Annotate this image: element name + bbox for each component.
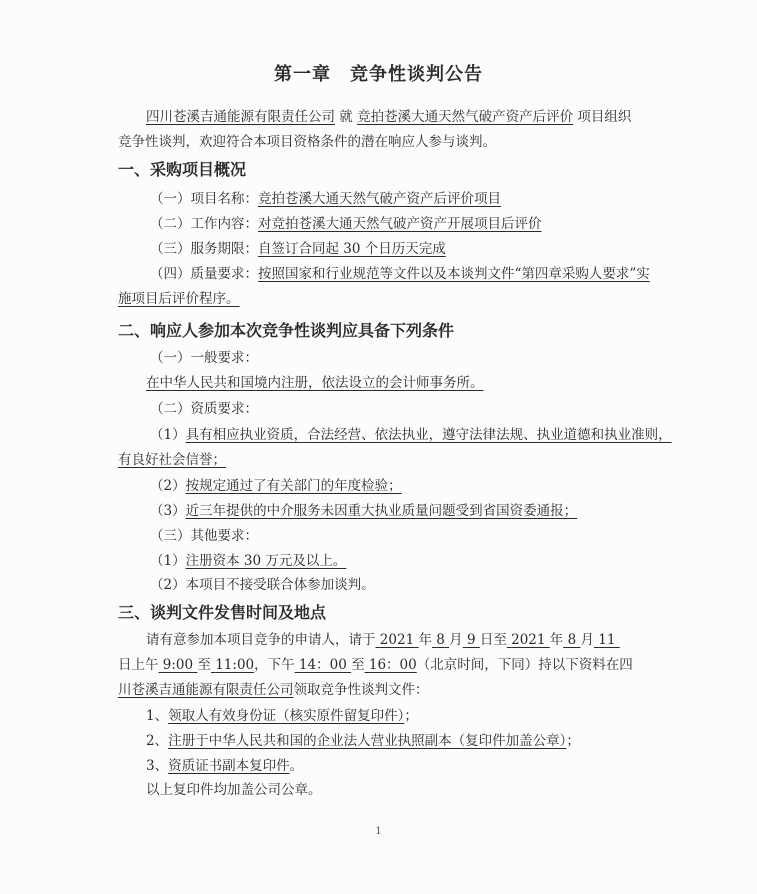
s1-item-2-label: （二）工作内容： (150, 216, 258, 232)
s3-start-year: 2021 (379, 632, 415, 648)
s3-line-3 (118, 681, 429, 699)
s2-qual-2-num: （2） (150, 478, 186, 494)
s2-other-2: （2）本项目不接受联合体参加谈判。 (150, 577, 375, 593)
s3-pm-start: 14：00 (298, 657, 347, 673)
section-2-heading: 二、响应人参加本次竞争性谈判应具备下列条件 (118, 321, 455, 340)
s3-location: 川苍溪吉通能源有限责任公司 (118, 682, 294, 698)
s1-item-2-value: 对竞拍苍溪大通天然气破产资产开展项目后评价 (258, 216, 542, 232)
s1-item-3-label: （三）服务期限： (150, 241, 258, 257)
intro-project: 竞拍苍溪大通天然气破产资产后评价 (357, 109, 574, 125)
s2-qual-1-text-2: 有良好社会信誉； (118, 452, 226, 468)
s1-item-4-value-2: 施项目后评价程序。 (118, 291, 240, 307)
s1-item-4-cont (118, 290, 240, 308)
intro-line-1 (146, 108, 631, 126)
s2-other-1-text: 注册资本 30 万元及以上。 (185, 553, 347, 569)
s2-qual-1 (150, 426, 672, 444)
page-number: 1 (375, 826, 382, 837)
page-title: 第一章 竞争性谈判公告 (274, 64, 483, 85)
s2-other-1-num: （1） (150, 553, 186, 569)
s3-text: 日上午 (118, 657, 159, 673)
s3-req-3-text: 资质证书副本复印件 (168, 758, 290, 774)
section-1-heading: 一、采购项目概况 (118, 160, 247, 179)
s2-qual-3-text: 近三年提供的中介服务未因重大执业质量问题受到省国资委通报； (185, 503, 578, 519)
s3-text: ； (404, 708, 418, 724)
s3-start-day: 9 (466, 632, 476, 648)
s3-text: 至 (351, 657, 365, 673)
intro-company: 四川苍溪吉通能源有限责任公司 (146, 109, 335, 125)
s2-qual-2-text: 按规定通过了有关部门的年度检验； (185, 478, 402, 494)
s3-req-2-text: 注册于中华人民共和国的企业法人营业执照副本（复印件加盖公章） (168, 733, 567, 749)
s2-qual-1-text: 具有相应执业资质，合法经营、依法执业，遵守法律法规、执业道德和执业准则， (185, 427, 672, 443)
s3-am-end: 11:00 (215, 657, 255, 673)
s3-req-2 (146, 732, 580, 750)
s1-item-4-label: （四）质量要求： (150, 266, 258, 282)
s3-text: （北京时间，下同）持以下资料在四 (416, 657, 633, 673)
section-3-heading: 三、谈判文件发售时间及地点 (118, 603, 327, 622)
s3-line-1 (146, 631, 620, 649)
s3-text: 日至 (479, 632, 507, 648)
s3-text: 月 (449, 632, 463, 648)
s2-other-label: （三）其他要求： (150, 528, 258, 544)
s1-item-1 (150, 190, 501, 208)
s2-qual-2 (150, 477, 402, 495)
s3-req-3 (146, 757, 303, 775)
s3-end-day: 11 (598, 632, 616, 648)
s3-req-1-num: 1、 (146, 708, 169, 724)
s3-am-start: 9:00 (162, 657, 194, 673)
s3-req-1-text: 领取人有效身份证（核实原件留复印件） (168, 708, 405, 724)
s1-item-1-label: （一）项目名称： (150, 191, 258, 207)
s3-text: 年 (549, 632, 564, 648)
s2-qual-1-cont (118, 451, 226, 469)
s3-pm-end: 16：00 (368, 657, 417, 673)
s3-text: 。 (289, 758, 304, 774)
s3-end-month: 8 (567, 632, 577, 648)
s1-item-2 (150, 215, 542, 233)
s3-req-2-num: 2、 (146, 733, 169, 749)
s2-general-value: 在中华人民共和国境内注册，依法设立的会计师事务所。 (146, 375, 484, 391)
s3-start-month: 8 (436, 632, 445, 648)
s2-qual-3-num: （3） (150, 503, 186, 519)
s3-end-year: 2021 (511, 632, 546, 648)
s3-text: ，下午 (254, 657, 295, 673)
s3-text: ； (566, 733, 580, 749)
intro-jiu: 就 (339, 109, 353, 125)
s3-req-1 (146, 707, 418, 725)
s1-item-3-value: 自签订合同起 30 个日历天完成 (258, 241, 446, 257)
s2-qual-label: （二）资质要求： (150, 401, 258, 417)
s3-text: 年 (418, 632, 432, 648)
s3-req-3-num: 3、 (146, 758, 169, 774)
s3-line-2 (118, 656, 633, 674)
s2-general-label: （一）一般要求： (150, 350, 258, 366)
s2-qual-3 (150, 502, 577, 520)
s3-text: 领取竞争性谈判文件： (293, 682, 429, 698)
s1-item-3 (150, 240, 446, 258)
s1-item-4-value-1: 按照国家和行业规范等文件以及本谈判文件“第四章采购人要求”实 (258, 266, 650, 282)
s2-other-1 (150, 552, 346, 570)
s2-general-text (146, 374, 484, 392)
intro-suffix: 项目组织 (577, 109, 632, 125)
s1-item-1-value: 竞拍苍溪大通天然气破产资产后评价项目 (258, 191, 501, 207)
intro-line-2: 竞争性谈判，欢迎符合本项目资格条件的潜在响应人参与谈判。 (118, 134, 496, 150)
s3-text: 至 (197, 657, 211, 673)
s3-text: 月 (580, 632, 594, 648)
s2-qual-1-num: （1） (150, 427, 186, 443)
s3-note: 以上复印件均加盖公司公章。 (146, 782, 322, 798)
s3-text: 请有意参加本项目竞争的申请人，请于 (146, 632, 376, 648)
s1-item-4 (150, 265, 650, 283)
